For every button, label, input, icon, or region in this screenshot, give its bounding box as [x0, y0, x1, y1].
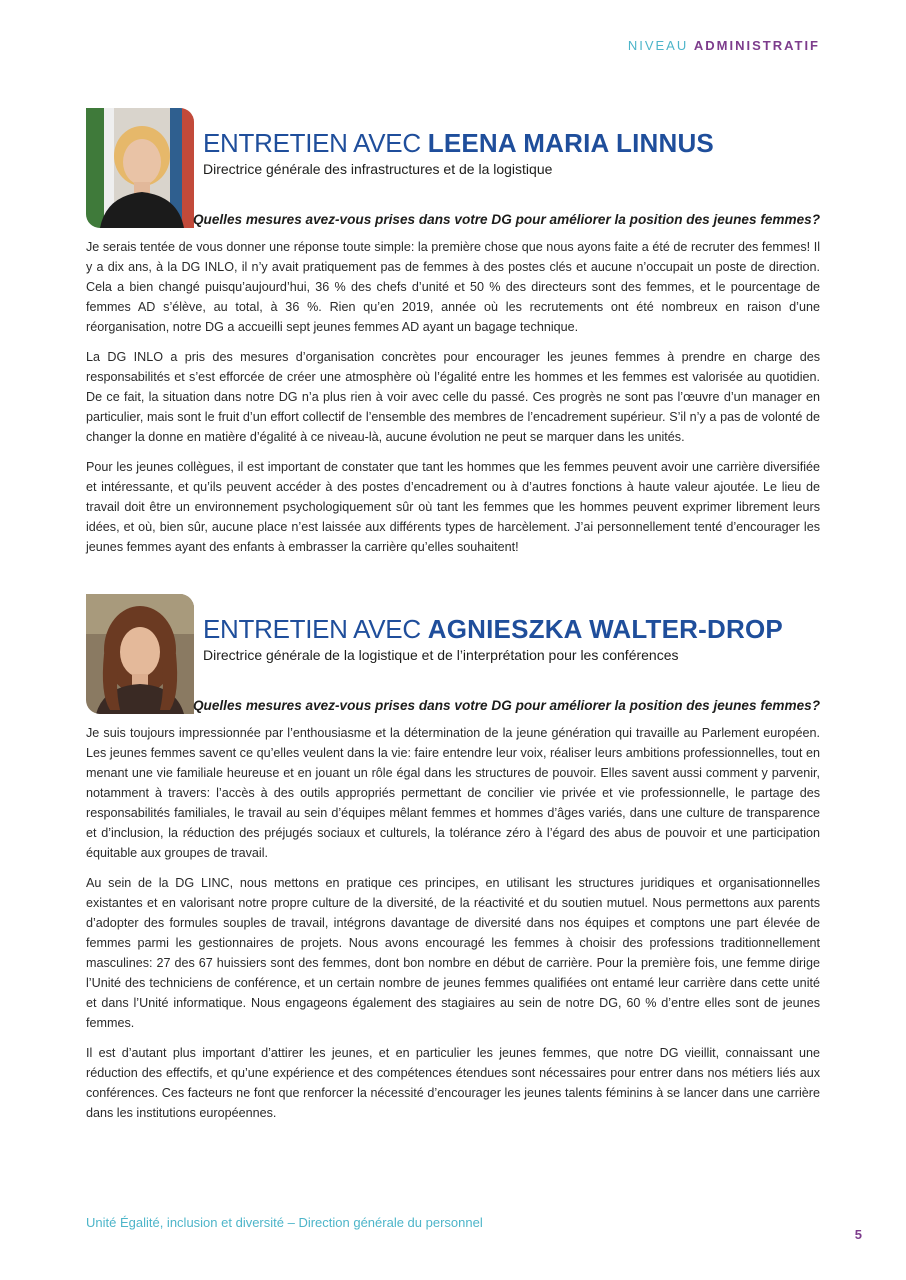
interviewee-role: Directrice générale de la logistique et de l’interprétation pour les conférences: [203, 647, 679, 663]
interview-heading: [203, 128, 820, 178]
interview-title: [203, 614, 820, 644]
answer-paragraph: La DG INLO a pris des mesures d’organisation concrètes pour encourager les jeunes femmes à prendre en charge des responsabilités et s’est efforcée de créer une atmosphère où l’égalité entre les hommes et les femmes est valorisée au quotidien. De ce fait, la situation dans notre DG n’a plus rien à voir avec celle du passé. Ces progrès ne sont pas l’œuvre d’un manager en particulier, mais sont le fruit d’un effort collectif de l’ensemble des membres de l’encadrement supérieur. S’il n’y a pas de volonté de changer la donne en matière d’égalité à ce niveau-là, aucune évolution ne peut se marquer dans les unités.: [86, 350, 820, 444]
interviewee-role: Directrice générale des infrastructures et de la logistique: [203, 161, 553, 177]
interview-answer: [86, 723, 820, 1133]
answer-paragraph: Pour les jeunes collègues, il est important de constater que tant les hommes que les femmes peuvent avoir une carrière diversifiée et intéressante, et qu’ils peuvent accéder à des postes d’encadrement ou à d’autres fonctions à haute valeur ajoutée. Le lieu de travail doit être un environnement psychologiquement sûr où tant les femmes que les hommes peuvent exprimer librement leurs idées, et où, bien sûr, aucune place n’est laissée aux différents types de harcèlement. J’ai personnellement tenté d’encourager les jeunes femmes ayant des enfants à embrasser la carrière qu’elles souhaitent!: [86, 460, 820, 554]
portrait-photo: [86, 594, 194, 714]
interview-title: [203, 128, 820, 158]
portrait-photo-image: [86, 108, 194, 228]
interview-answer: [86, 237, 820, 567]
page-number: 5: [854, 1227, 862, 1242]
interview-question: Quelles mesures avez-vous prises dans votre DG pour améliorer la position des jeunes femmes?: [192, 212, 820, 227]
section-level-tag: [628, 38, 820, 53]
answer-paragraph: Au sein de la DG LINC, nous mettons en pratique ces principes, en utilisant les structures juridiques et organisationnelles existantes et en valorisant notre propre culture de la diversité, de la réactivité et du soutien mutuel. Nous permettons aux parents d’adopter des formules souples de travail, intégrons davantage de diversité dans nos équipes et comptons une part élevée de femmes parmi les gestionnaires de projets. Nous avons encouragé les femmes à choisir des professions traditionnellement masculines: 27 des 67 huissiers sont des femmes, dont bon nombre en début de carrière. Pour la première fois, une femme dirige l’Unité des techniciens de conférence, et un certain nombre de jeunes femmes qualifiées ont entamé leur carrière dans cette unité et dans l’Unité informatique. Nous engageons également des stagiaires au sein de notre DG, 60 % d’entre elles sont de jeunes femmes.: [86, 876, 820, 1030]
answer-paragraph: Je serais tentée de vous donner une réponse toute simple: la première chose que nous ayons faite a été de recruter des femmes! Il y a dix ans, à la DG INLO, il n’y avait pratiquement pas de femmes à des postes clés et aucune n’occupait un poste de direction. Cela a bien changé puisqu’aujourd’hui, 36 % des chefs d’unité et 50 % des directeurs sont des femmes, et le pourcentage de femmes AD s’élève, au total, à 36 %. Rien qu’en 2019, année où les recrutements ont été nombreux en raison d’une réorganisation, notre DG a accueilli sept jeunes femmes AD ayant un bagage technique.: [86, 240, 820, 334]
interview-title-prefix: ENTRETIEN AVEC: [203, 614, 428, 644]
footer-department: Unité Égalité, inclusion et diversité – Direction générale du personnel: [86, 1215, 483, 1230]
section-level-bold: ADMINISTRATIF: [693, 38, 820, 53]
interviewee-name: LEENA MARIA LINNUS: [427, 128, 714, 158]
interview-question: Quelles mesures avez-vous prises dans votre DG pour améliorer la position des jeunes femmes?: [192, 698, 820, 713]
interviewee-name: AGNIESZKA WALTER-DROP: [427, 614, 783, 644]
answer-paragraph: Je suis toujours impressionnée par l’enthousiasme et la détermination de la jeune génération qui travaille au Parlement européen. Les jeunes femmes savent ce qu’elles veulent dans la vie: faire entendre leur voix, réaliser leurs ambitions professionnelles, tout en menant une vie familiale heureuse et en jouant un rôle égal dans les structures de pouvoir. Elles savent aussi comment y parvenir, notamment à travers: l’accès à des outils appropriés permettant de concilier vie privée et vie professionnelle, le partage des responsabilités familiales, le travail au sein d’équipes mêlant femmes et hommes d’âges variés, dans une culture de transparence et d’inclusion, la réduction des préjugés sociaux et culturels, la tolérance zéro à l’égard des abus de pouvoir et une participation équitable aux groupes de travail.: [86, 726, 820, 860]
answer-paragraph: Il est d’autant plus important d’attirer les jeunes, et en particulier les jeunes femmes, que notre DG vieillit, connaissant une réduction des effectifs, et qu’une expérience et des compétences étendues sont nécessaires pour entrer dans nos métiers liés aux conférences. Ces facteurs ne font que renforcer la nécessité d’encourager les jeunes talents féminins à se lancer dans une carrière dans les institutions européennes.: [86, 1046, 820, 1120]
interview-title-prefix: ENTRETIEN AVEC: [203, 128, 428, 158]
interview-heading: [203, 614, 820, 664]
portrait-photo: [86, 108, 194, 228]
portrait-photo-image: [86, 594, 194, 714]
section-level-light: NIVEAU: [627, 38, 694, 53]
